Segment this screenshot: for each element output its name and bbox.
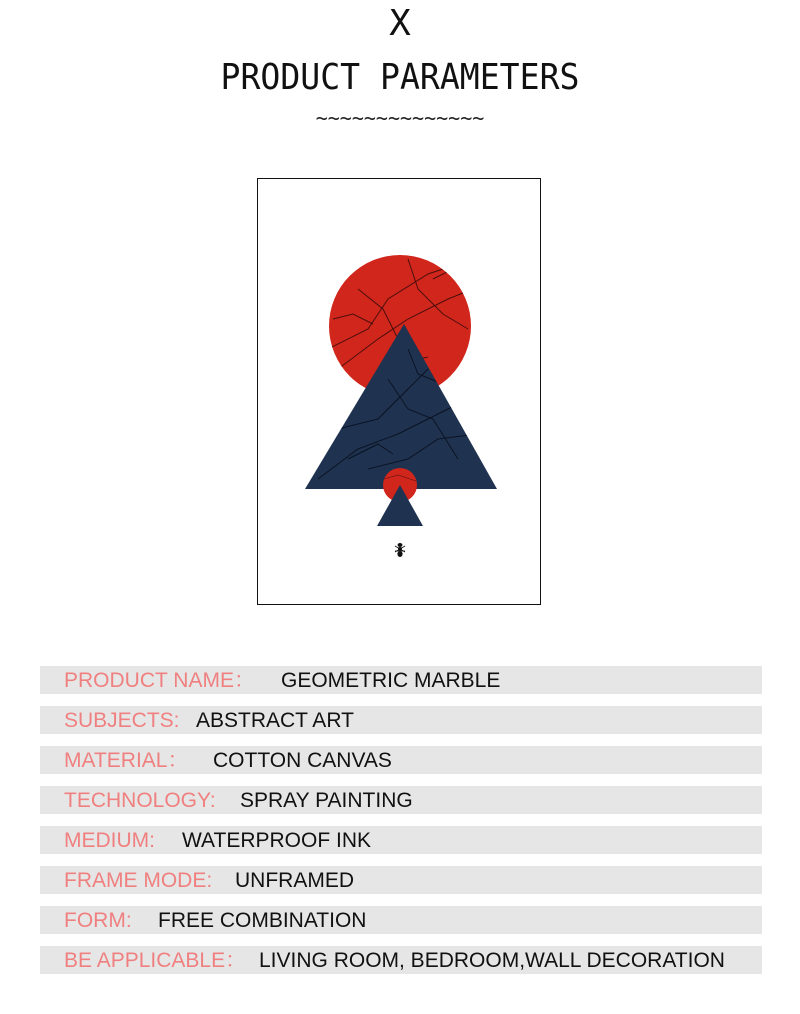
param-row-material	[40, 746, 762, 774]
artwork-canvas	[258, 179, 542, 606]
ant-icon	[395, 543, 405, 556]
param-value: LIVING ROOM, BEDROOM,WALL DECORATION	[259, 949, 725, 972]
param-label: FRAME MODE:	[64, 869, 213, 892]
param-value: FREE COMBINATION	[158, 909, 367, 932]
param-label: TECHNOLOGY:	[64, 789, 216, 812]
param-row-frame-mode	[40, 866, 762, 894]
param-row-subjects	[40, 706, 762, 734]
header-mark: X	[389, 3, 411, 44]
param-label: MEDIUM:	[64, 829, 155, 852]
param-value: ABSTRACT ART	[196, 709, 354, 732]
param-row-medium	[40, 826, 762, 854]
page-title: PRODUCT PARAMETERS	[220, 57, 580, 98]
param-label: FORM:	[64, 909, 132, 932]
param-row-form	[40, 906, 762, 934]
title-divider: ~~~~~~~~~~~~~~	[315, 106, 485, 130]
param-value: COTTON CANVAS	[213, 749, 392, 772]
param-value: GEOMETRIC MARBLE	[281, 669, 501, 692]
param-row-technology	[40, 786, 762, 814]
param-row-be-applicable	[40, 946, 762, 974]
param-label: BE APPLICABLE：	[64, 949, 247, 972]
param-label: MATERIAL：	[64, 749, 189, 772]
param-value: UNFRAMED	[235, 869, 354, 892]
small-navy-triangle	[377, 485, 423, 526]
param-value: SPRAY PAINTING	[240, 789, 413, 812]
param-label: PRODUCT NAME：	[64, 669, 255, 692]
param-label: SUBJECTS:	[64, 709, 180, 732]
product-artwork	[257, 178, 541, 605]
param-row-product-name	[40, 666, 762, 694]
param-value: WATERPROOF INK	[182, 829, 371, 852]
